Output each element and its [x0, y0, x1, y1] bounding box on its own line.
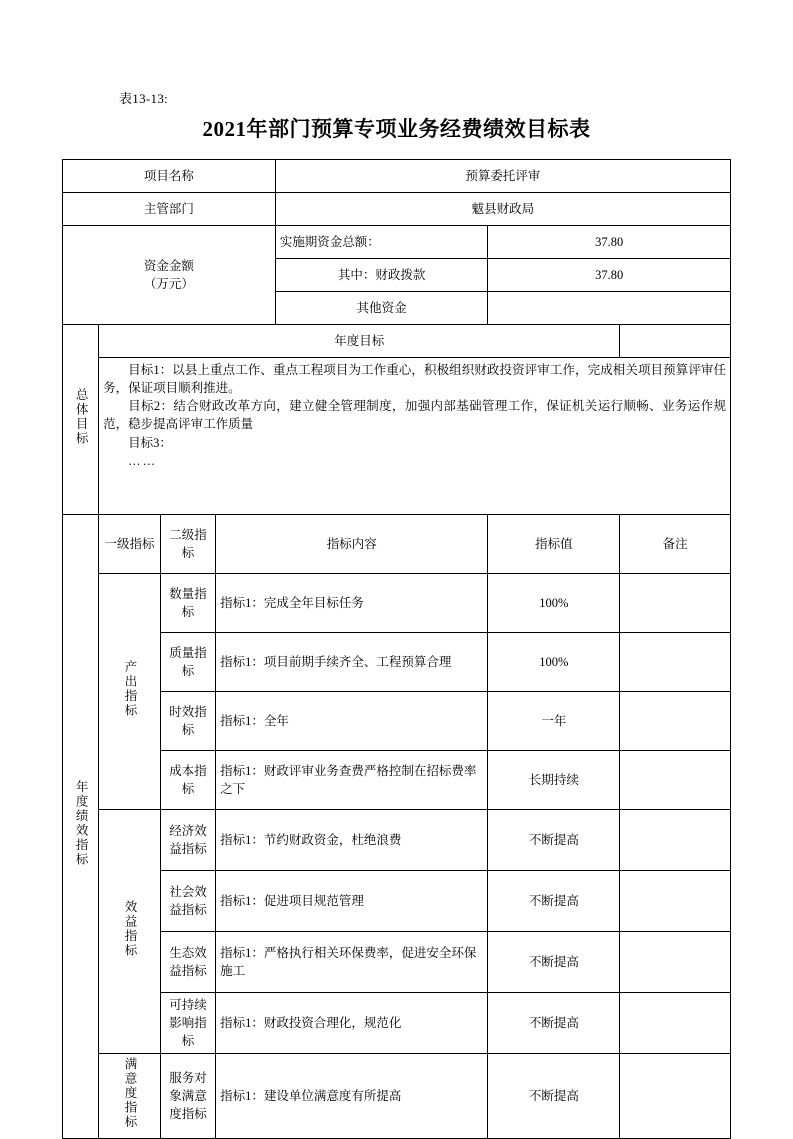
funds-label-line1: 资金金额 — [143, 258, 194, 273]
funds-row-label-2: 其他资金 — [275, 292, 488, 325]
department-value: 魃县财政局 — [275, 193, 730, 226]
table-row-department — [63, 193, 731, 226]
funds-row-value-0: 37.80 — [488, 226, 731, 259]
table-row-output-4 — [63, 751, 731, 810]
annual-goal-header: 年度目标 — [99, 325, 620, 358]
indicator-value: 不断提高 — [488, 993, 620, 1054]
group-label-benefit-text: 效益指标 — [123, 900, 137, 959]
table-row-annual-goal-header — [63, 325, 731, 358]
header-level1: 一级指标 — [99, 515, 161, 574]
indicator-remark — [620, 574, 731, 633]
level2-label: 成本指标 — [160, 751, 215, 810]
header-value: 指标值 — [488, 515, 620, 574]
table-row-output-2 — [63, 633, 731, 692]
table-row-output-1 — [63, 574, 731, 633]
indicator-remark — [620, 932, 731, 993]
indicator-value: 100% — [488, 574, 620, 633]
level2-label: 数量指标 — [160, 574, 215, 633]
indicator-value: 100% — [488, 633, 620, 692]
table-row-benefit-2 — [63, 871, 731, 932]
funds-label — [63, 226, 276, 325]
goal-2: 目标2：结合财政改革方向，建立健全管理制度，加强内部基础管理工作，保证机关运行顺畅、业务运作规范，稳步提高评审工作质量 — [103, 399, 726, 432]
table-row-project-name — [63, 160, 731, 193]
indicator-value: 不断提高 — [488, 810, 620, 871]
table-number: 表13-13: — [119, 91, 169, 106]
level2-label: 经济效益指标 — [160, 810, 215, 871]
table-row-output-3 — [63, 692, 731, 751]
indicator-value: 不断提高 — [488, 871, 620, 932]
indicator-value: 长期持续 — [488, 751, 620, 810]
overall-goal-side-label — [63, 325, 99, 515]
indicator-remark — [620, 871, 731, 932]
project-name-label: 项目名称 — [63, 160, 276, 193]
goal-ellipsis: …… — [128, 453, 158, 468]
indicator-remark — [620, 1054, 731, 1139]
funds-row-value-2 — [488, 292, 731, 325]
indicator-remark — [620, 692, 731, 751]
table-row-indicator-header — [63, 515, 731, 574]
funds-row-label-0: 实施期资金总额： — [275, 226, 488, 259]
level2-label: 时效指标 — [160, 692, 215, 751]
group-label-benefit — [99, 810, 161, 1054]
level2-label: 社会效益指标 — [160, 871, 215, 932]
annual-goal-content — [99, 358, 731, 515]
level2-label: 质量指标 — [160, 633, 215, 692]
level2-label: 可持续影响指标 — [160, 993, 215, 1054]
table-row-benefit-4 — [63, 993, 731, 1054]
indicator-content: 指标1：完成全年目标任务 — [216, 574, 488, 633]
group-label-output — [99, 574, 161, 810]
table-row-annual-goal-body — [63, 358, 731, 515]
goal-1: 目标1：以县上重点工作、重点工程项目为工作重心，积极组织财政投资评审工作，完成相关项目预算评审任务，保证项目顺利推进。 — [103, 363, 726, 396]
indicator-content: 指标1：节约财政资金，杜绝浪费 — [216, 810, 488, 871]
group-label-satisfaction-text: 满意度指标 — [123, 1057, 137, 1130]
header-remark: 备注 — [620, 515, 731, 574]
indicator-value: 不断提高 — [488, 932, 620, 993]
indicators-side-label-text: 年度绩效指标 — [74, 780, 89, 868]
header-level2: 二级指标 — [160, 515, 215, 574]
annual-goal-header-blank — [620, 325, 731, 358]
department-label: 主管部门 — [63, 193, 276, 226]
indicator-remark — [620, 993, 731, 1054]
funds-row-label-1: 其中：财政拨款 — [275, 259, 488, 292]
indicator-content: 指标1：财政评审业务查费严格控制在招标费率之下 — [216, 751, 488, 810]
table-row-benefit-1 — [63, 810, 731, 871]
indicator-remark — [620, 751, 731, 810]
indicator-content: 指标1：建设单位满意度有所提高 — [216, 1054, 488, 1139]
table-row-benefit-3 — [63, 932, 731, 993]
indicator-content: 指标1：促进项目规范管理 — [216, 871, 488, 932]
group-label-satisfaction — [99, 1054, 161, 1139]
overall-goal-side-label-text: 总体目标 — [74, 387, 89, 446]
page-title: 2021年部门预算专项业务经费绩效目标表 — [202, 117, 591, 141]
level2-label: 服务对象满意度指标 — [160, 1054, 215, 1139]
goal-3: 目标3： — [128, 435, 172, 450]
indicator-value: 一年 — [488, 692, 620, 751]
funds-label-line2: （万元） — [143, 277, 194, 291]
indicator-content: 指标1：项目前期手续齐全、工程预算合理 — [216, 633, 488, 692]
indicator-content: 指标1：财政投资合理化，规范化 — [216, 993, 488, 1054]
indicator-content: 指标1：全年 — [216, 692, 488, 751]
indicator-content: 指标1：严格执行相关环保费率，促进安全环保施工 — [216, 932, 488, 993]
project-name-value: 预算委托评审 — [275, 160, 730, 193]
performance-target-table — [62, 159, 731, 1139]
table-row-funds-total — [63, 226, 731, 259]
indicator-value: 不断提高 — [488, 1054, 620, 1139]
indicators-side-label — [63, 515, 99, 1139]
header-content: 指标内容 — [216, 515, 488, 574]
group-label-output-text: 产出指标 — [123, 659, 137, 718]
indicator-remark — [620, 810, 731, 871]
indicator-remark — [620, 633, 731, 692]
table-row-satisfaction-1 — [63, 1054, 731, 1139]
funds-row-value-1: 37.80 — [488, 259, 731, 292]
level2-label: 生态效益指标 — [160, 932, 215, 993]
